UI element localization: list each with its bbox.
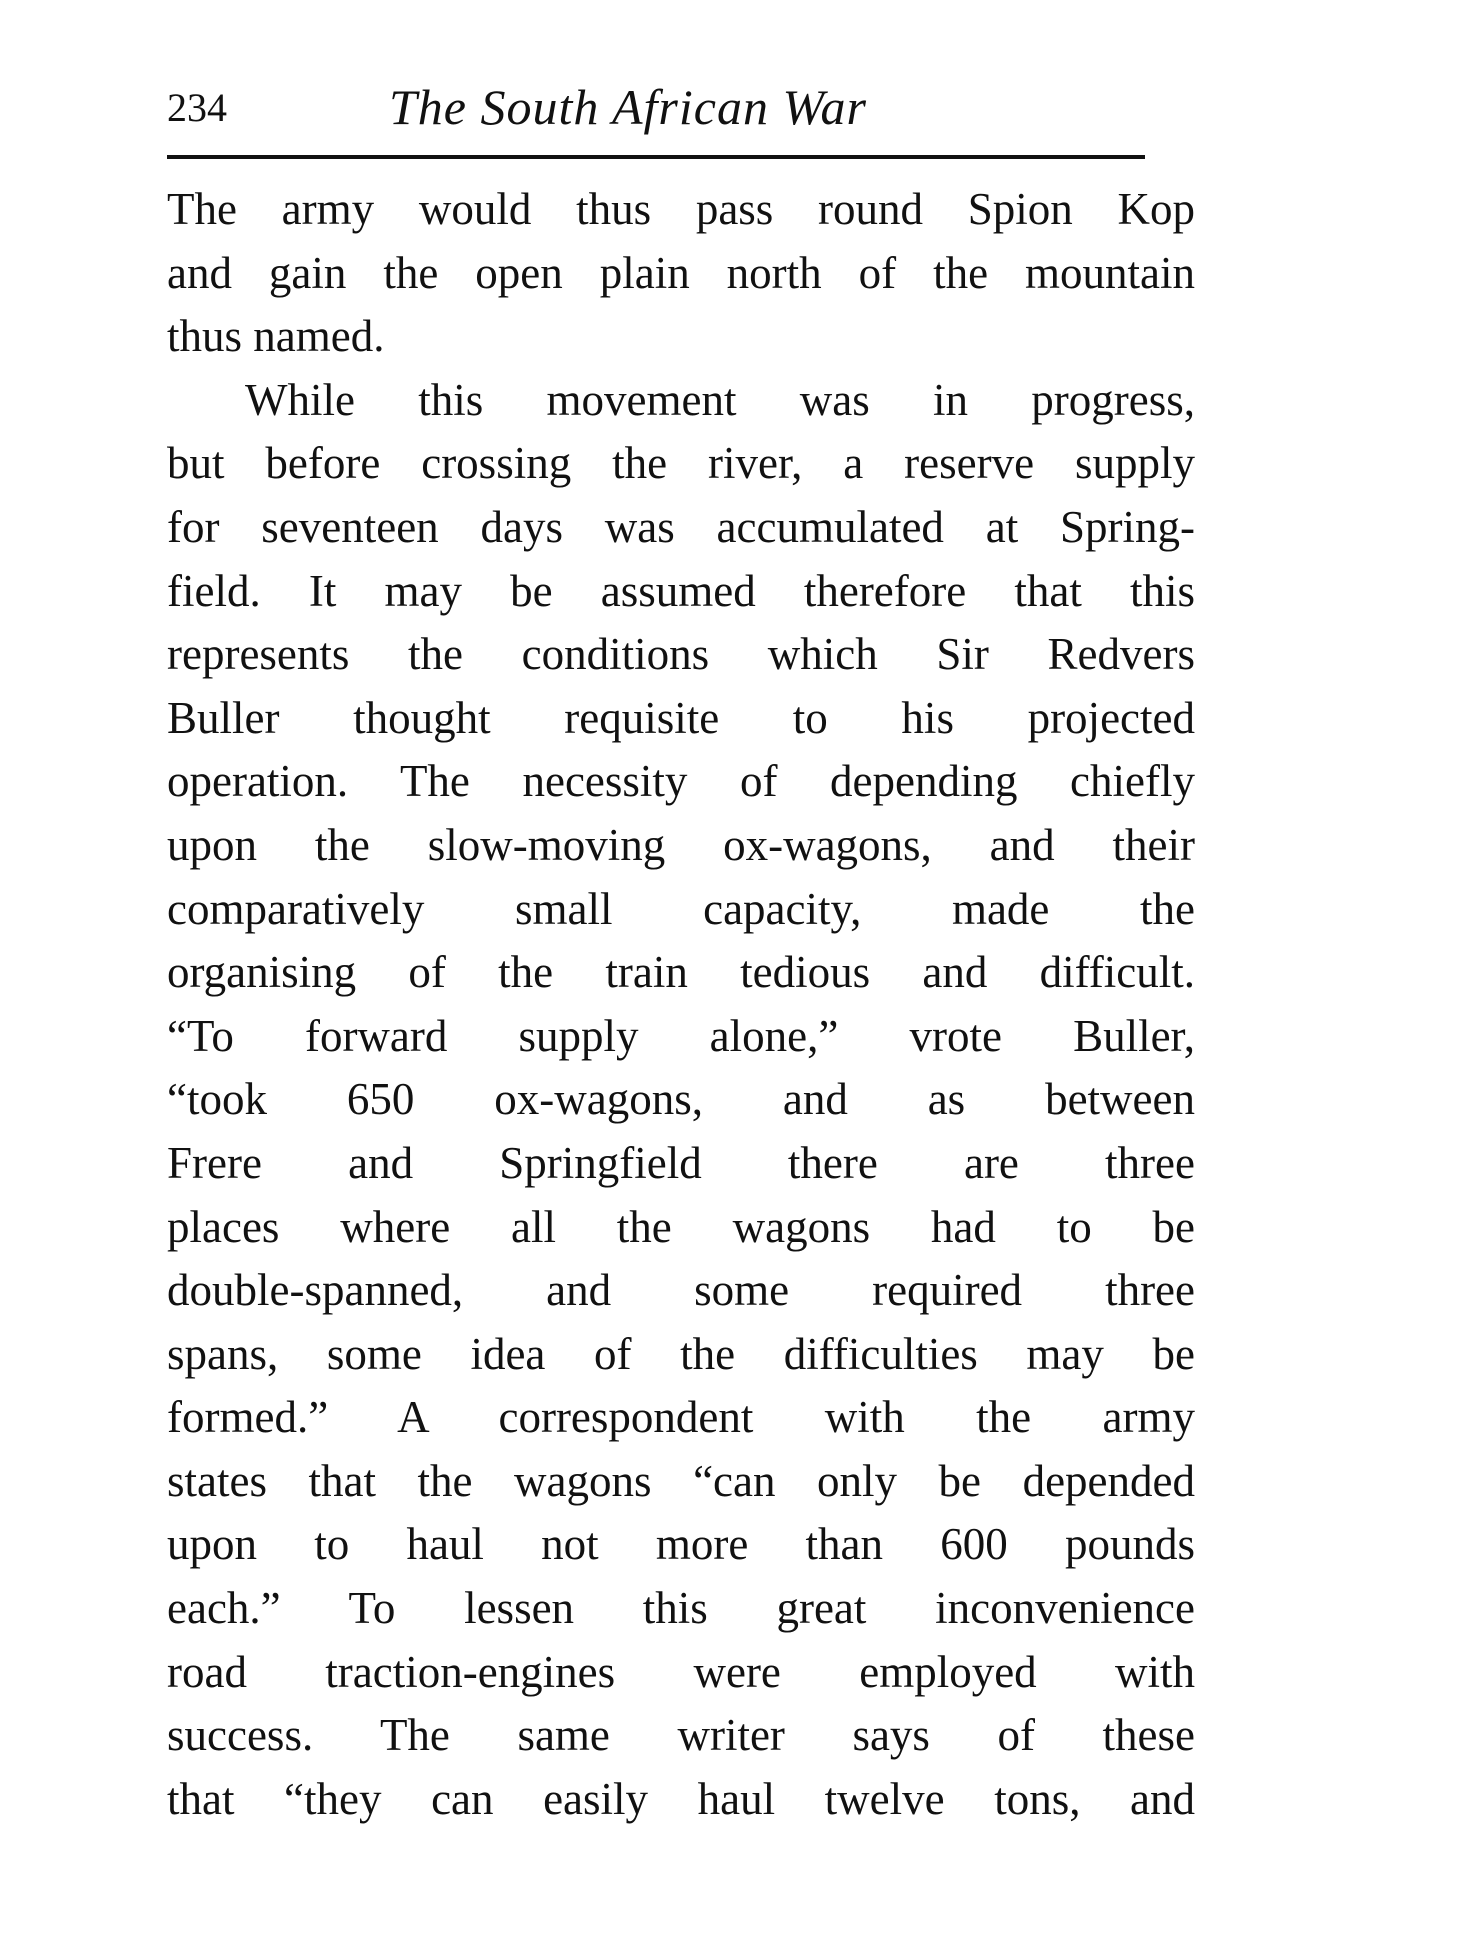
running-header: [167, 78, 1197, 138]
text-line: but before crossing the river, a reserve supply: [167, 438, 1195, 489]
text-line: upon the slow-moving ox-wagons, and their: [167, 819, 1195, 870]
text-line: operation. The necessity of depending chiefly: [167, 756, 1195, 807]
text-line: represents the conditions which Sir Redvers: [167, 629, 1195, 680]
text-line: states that the wagons “can only be depended: [167, 1455, 1195, 1506]
text-line: places where all the wagons had to be: [167, 1201, 1195, 1252]
text-line: organising of the train tedious and difficult.: [167, 947, 1195, 998]
text-line: The army would thus pass round Spion Kop: [167, 184, 1195, 234]
text-line: for seventeen days was accumulated at Spring-: [167, 501, 1195, 552]
text-line: field. It may be assumed therefore that this: [167, 565, 1195, 616]
text-line: that “they can easily haul twelve tons, and: [167, 1773, 1195, 1824]
text-line: road traction-engines were employed with: [167, 1646, 1195, 1697]
body-text: [167, 178, 1195, 1831]
text-line: Frere and Springfield there are three: [167, 1137, 1195, 1188]
text-line: and gain the open plain north of the mountain: [167, 247, 1195, 298]
text-line: upon to haul not more than 600 pounds: [167, 1519, 1195, 1570]
text-line: success. The same writer says of these: [167, 1710, 1195, 1761]
text-line: thus named.: [167, 311, 385, 362]
text-line: each.” To lessen this great inconvenience: [167, 1583, 1195, 1634]
text-line: While this movement was in progress,: [245, 374, 1195, 425]
text-line: spans, some idea of the difficulties may be: [167, 1328, 1195, 1379]
header-rule: [167, 155, 1145, 159]
text-line: double-spanned, and some required three: [167, 1265, 1195, 1316]
text-line: formed.” A correspondent with the army: [167, 1392, 1195, 1443]
page-number: 234: [167, 85, 227, 130]
text-line: “took 650 ox-wagons, and as between: [167, 1074, 1195, 1125]
text-line: comparatively small capacity, made the: [167, 883, 1195, 934]
running-title: The South African War: [389, 79, 867, 135]
text-line: Buller thought requisite to his projected: [167, 692, 1195, 743]
text-line: “To forward supply alone,” vrote Buller,: [167, 1010, 1195, 1061]
